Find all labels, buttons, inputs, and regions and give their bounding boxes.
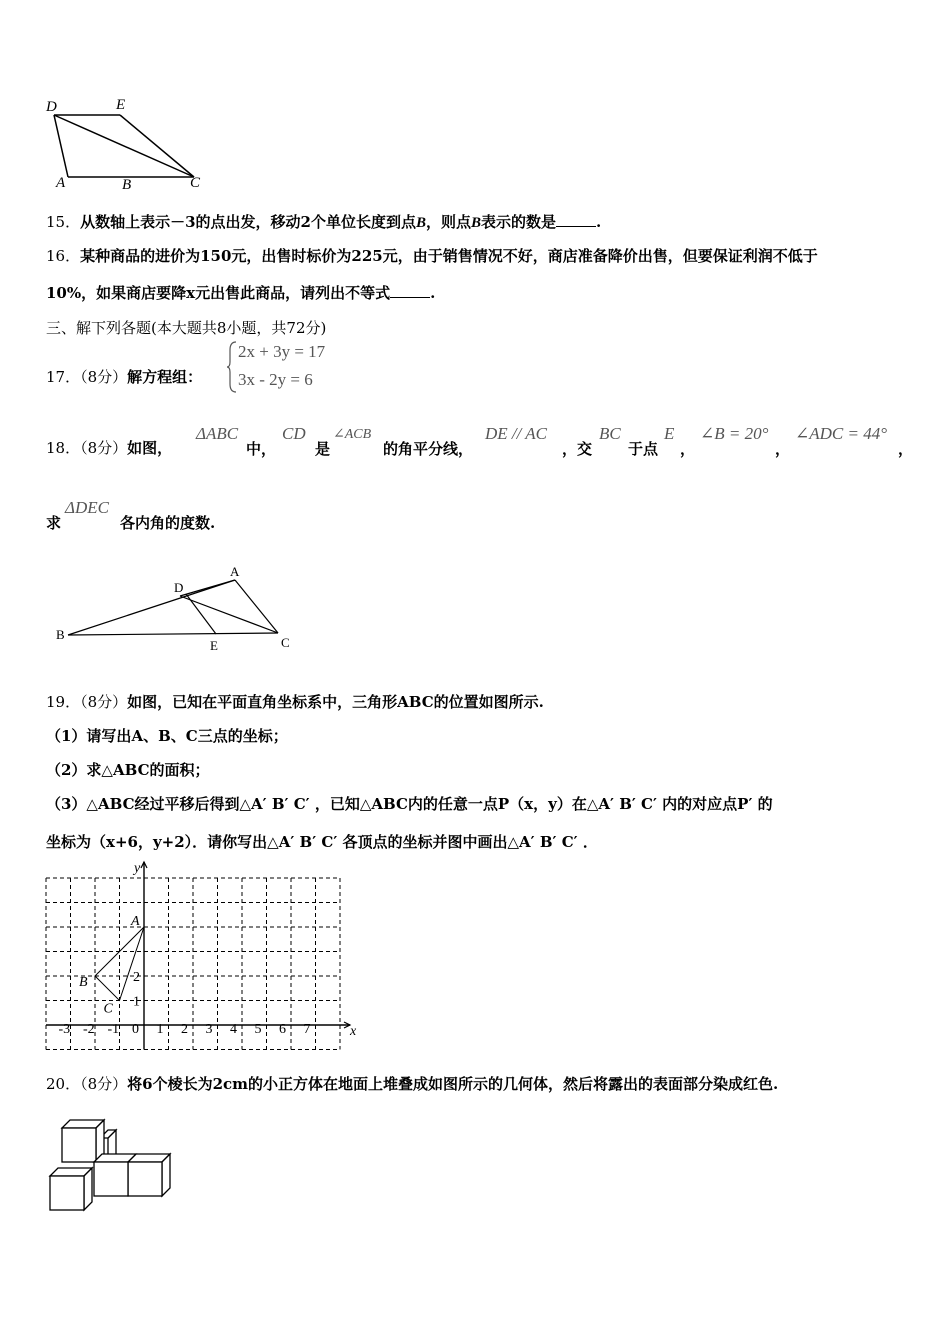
q15-end: . [596, 213, 602, 231]
q18-text-1: 如图， [127, 439, 173, 457]
label-B: B [56, 627, 65, 642]
q18-math-angle-adc: ∠ADC = 44° [795, 424, 888, 443]
q15-point: B [415, 215, 426, 231]
answer-blank[interactable] [556, 212, 596, 227]
q18-math-acb: ∠ACB [333, 427, 372, 442]
q18-score: （8分） [80, 439, 128, 457]
q18-text-5: ，交 [562, 440, 593, 458]
q18-math-cd: CD [282, 424, 306, 443]
q18-math-e: E [664, 424, 675, 443]
q18-number: 18． [46, 439, 81, 457]
q19-number: 19． [46, 693, 81, 711]
x-tick-label: 7 [303, 1022, 311, 1037]
triangle-figure [50, 560, 310, 660]
coordinate-grid [40, 858, 360, 1058]
q18-text-2: 中， [246, 440, 277, 458]
parallelogram-figure [40, 95, 210, 195]
q16-number: 16． [46, 247, 81, 265]
equation-1: 2x + 3y = 17 [238, 342, 326, 361]
q19-part-1: （1）请写出A、B、C三点的坐标； [46, 727, 288, 745]
q19-text: 如图，已知在平面直角坐标系中，三角形ABC的位置如图所示. [127, 693, 544, 711]
cubes-figure [44, 1112, 184, 1216]
label-A: A [230, 564, 240, 579]
label-E: E [116, 97, 126, 113]
q16-line2: 10%，如果商店要降x元出售此商品，请列出不等式 [46, 284, 391, 302]
question-16 [46, 246, 818, 266]
q19-part-2: （2）求△ABC的面积； [46, 761, 210, 779]
question-15 [46, 212, 601, 233]
x-tick-label: 6 [279, 1022, 286, 1037]
q18-math-angle-b: ∠B = 20° [700, 424, 769, 443]
y-tick-label: 1 [133, 994, 140, 1010]
q19-part-3-cont: 坐标为（x+6，y+2）．请你写出△A′ B′ C′ 各顶点的坐标并图中画出△A′ B′ C′ ． [46, 833, 598, 851]
q18-text-9: ， [898, 440, 914, 458]
question-19 [46, 692, 544, 712]
q18-text-8: ， [775, 440, 791, 458]
q18-math-dec: ΔDEC [65, 498, 109, 517]
label-E: E [210, 638, 218, 653]
q15-text-post: 表示的数是 [481, 213, 557, 231]
question-17 [46, 367, 202, 387]
point-label-C: C [103, 1001, 113, 1017]
x-tick-label: 2 [181, 1022, 188, 1037]
q18-text-11: 各内角的度数. [120, 514, 216, 532]
label-C: C [281, 635, 290, 650]
q20-number: 20． [46, 1075, 81, 1093]
q19-part-3: （3）△ABC经过平移后得到△A′ B′ C′ ，已知△ABC内的任意一点P（x，y）在△A′ B′ C′ 内的对应点P′ 的 [46, 795, 773, 813]
q17-number: 17． [46, 368, 81, 386]
x-tick-label: 3 [205, 1022, 213, 1037]
q16-end: . [430, 284, 436, 302]
point-label-A: A [131, 914, 140, 929]
q16-line1: 某种商品的进价为150元，出售时标价为225元，由于销售情况不好，商店准备降价出售，但要保证利润不低于 [80, 247, 818, 265]
q15-text: 从数轴上表示－3的点出发，移动2个单位长度到点 [80, 213, 416, 231]
label-B: B [122, 177, 132, 193]
system-brace [226, 340, 238, 394]
label-D: D [46, 99, 57, 115]
x-tick-label: 5 [254, 1022, 262, 1037]
y-axis-label: y [134, 861, 141, 876]
label-A: A [56, 175, 66, 191]
q20-score: （8分） [80, 1075, 128, 1093]
q18-text-6: 于点 [628, 440, 659, 458]
q18-text-3: 是 [315, 440, 331, 458]
q18-math-bc: BC [599, 424, 621, 443]
q18-math-abc: ΔABC [196, 424, 239, 443]
y-tick-label: 2 [133, 970, 140, 985]
x-tick-label: 0 [132, 1022, 139, 1037]
x-tick-label: 1 [156, 1022, 164, 1037]
x-axis-label: x [350, 1024, 357, 1039]
q18-text-10: 求 [46, 514, 62, 532]
question-18 [46, 438, 172, 458]
q17-text: 解方程组： [127, 368, 203, 386]
q15-number: 15． [46, 213, 81, 231]
section-heading: 三、解下列各题(本大题共8小题，共72分) [46, 319, 327, 337]
x-tick-label: -2 [83, 1022, 95, 1037]
answer-blank[interactable] [390, 283, 430, 298]
x-tick-label: -1 [107, 1022, 120, 1037]
question-16-cont [46, 283, 435, 303]
q18-text-4: 的角平分线， [383, 440, 474, 458]
q19-score: （8分） [80, 693, 128, 711]
q17-score: （8分） [80, 368, 128, 386]
question-20 [46, 1074, 778, 1094]
q15-text-mid: ，则点 [426, 213, 472, 231]
x-tick-label: -3 [58, 1022, 71, 1037]
point-label-B: B [79, 975, 88, 990]
q20-text: 将6个棱长为2cm的小正方体在地面上堆叠成如图所示的几何体，然后将露出的表面部分染成红色. [127, 1075, 779, 1093]
q15-point-2: B [471, 215, 482, 231]
q18-text-7: ， [680, 440, 696, 458]
q18-math-de-ac: DE // AC [485, 424, 548, 443]
x-tick-label: 4 [230, 1022, 237, 1037]
equation-2: 3x - 2y = 6 [238, 370, 313, 389]
label-D: D [174, 580, 184, 595]
label-C: C [190, 175, 201, 191]
